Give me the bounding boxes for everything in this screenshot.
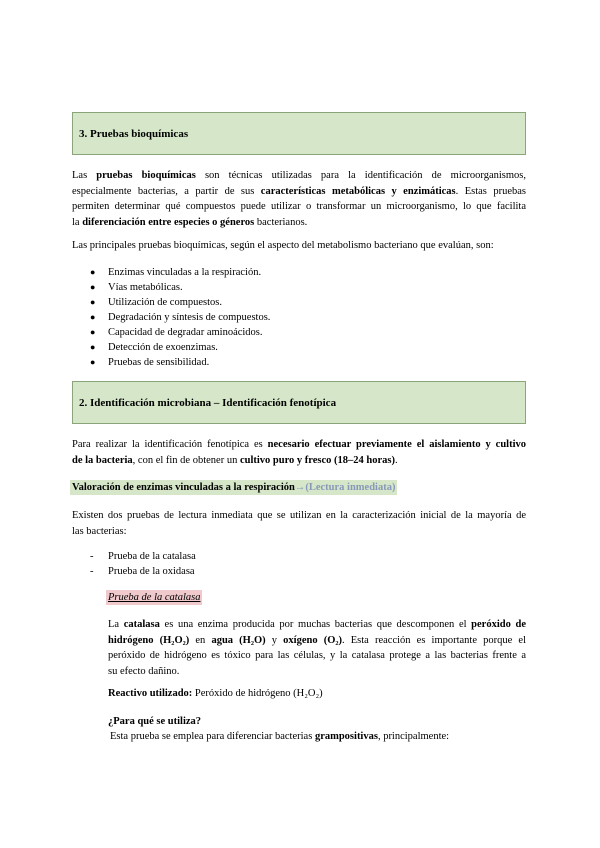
fenotipica-paragraph: Para realizar la identificación fenotípica es necesario efectuar previamente el aislamiento y cultivo de la bacteria, con el fin de obtener un cultivo puro y fresco (18–24 horas). [72,439,526,466]
list-item: ● Vías metabólicas. [90,282,183,293]
section-heading-box [72,112,526,155]
list-item: ● Utilización de compuestos. [90,297,223,308]
list-item: - Prueba de la oxidasa [90,566,195,577]
list-item: ● Capacidad de degradar aminoácidos. [90,327,263,338]
catalasa-paragraph: La catalasa es una enzima producida por muchas bacterias que descomponen el peróxido de hidrógeno (H₂O₂) en agua (H₂O) y oxígeno (O₂). Esta reacción es importante porque el peróxido de hidrógeno es tóxico para las células, y la catalasa protege a las bacterias frente a su efecto dañino. [108,619,526,677]
section-title: 3. Pruebas bioquímicas [79,127,189,140]
list-item: ● Degradación y síntesis de compuestos. [90,312,271,323]
catalasa-heading: Prueba de la catalasa [108,592,201,603]
existen-paragraph: Existen dos pruebas de lectura inmediata que se utilizan en la caracterización inicial de la mayoría de las bacterias: [72,510,526,537]
intro-paragraph: Las pruebas bioquímicas son técnicas utilizadas para la identificación de microorganismos, especialmente bacterias, a partir de sus características metabólicas y enzimáticas. Estas pruebas permiten determinar qué compuestos puede utilizar o transformar un microorganismo, lo que facilita la diferenciación entre especies o géneros bacterianos. [72,170,526,228]
list-item: ● Enzimas vinculadas a la respiración. [90,267,262,278]
diferenciar-line: Esta prueba se emplea para diferenciar bacterias grampositivas, principalmente: [110,731,450,742]
para-que-heading: ¿Para qué se utiliza? [108,716,202,727]
list-item: ● Pruebas de sensibilidad. [90,357,210,368]
reactivo-line: Reactivo utilizado: Peróxido de hidrógeno (H₂O₂) [108,688,323,699]
dash-list [90,549,196,579]
valoracion-heading: Valoración de enzimas vinculadas a la respiración→(Lectura inmediata) [72,482,396,493]
principales-paragraph: Las principales pruebas bioquímicas, según el aspecto del metabolismo bacteriano que evalúan, son: [72,240,494,251]
list-item: - Prueba de la catalasa [90,551,196,562]
bullet-list [90,265,270,370]
section-title: 2. Identificación microbiana – Identificación fenotípica [79,396,337,409]
section-heading-box [72,381,526,424]
list-item: ● Detección de exoenzimas. [90,342,218,353]
